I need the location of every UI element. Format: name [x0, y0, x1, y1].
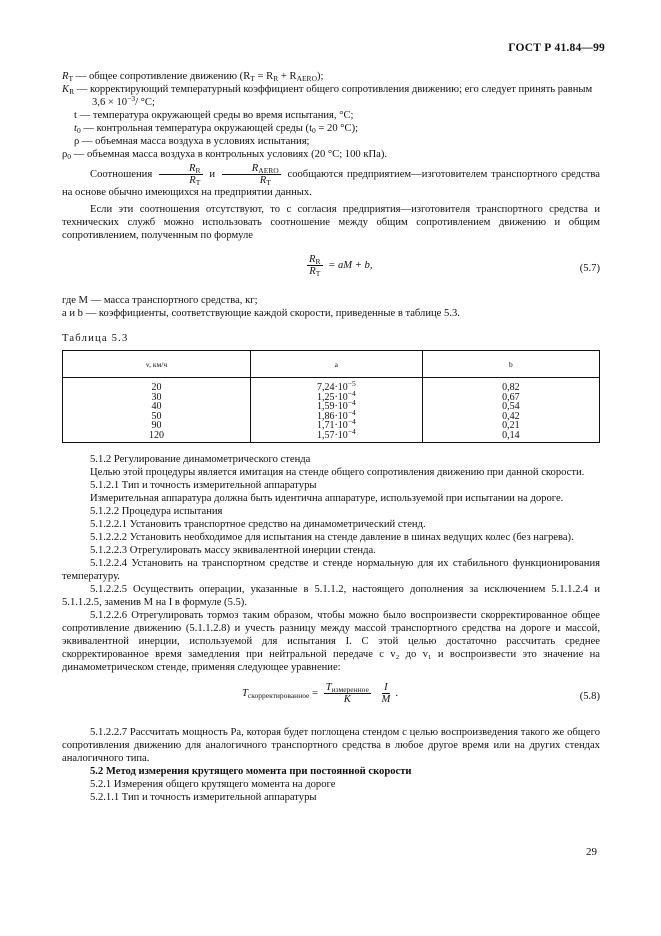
where-line-m: где M — масса транспортного средства, кг; [62, 295, 258, 306]
table-row: 120 $1,57\cdot 10^{-4}$ 0,14 [63, 431, 600, 443]
paragraph: Измерительная аппаратура должна быть идентична аппаратуре, используемой при испытании на дороге. [90, 493, 564, 504]
paragraph: 5.1.2.2.2 Установить необходимое для испытания на стенде давление в шинах ведущих колес (без нагрева). [90, 532, 574, 543]
formula-5-7: $\frac{R_R}{R_T}$ = aM + b, (5.7) [309, 254, 600, 278]
page-content [62, 70, 600, 804]
definition-rt: $R_T$ — общее сопротивление движению $(R_T = R_R + R_{AERO})$; [62, 71, 324, 83]
paragraph: 5.1.2.2.6 Отрегулировать тормоз таким образом, чтобы можно было воспроизвести скорректированное общее сопротивление движению (5.1.1.2.8) и учесть разницу между массой транспортного средства на дороге и массой, эквивалентной инерции, используемой для испытания I. С этой целью достаточно рассчитать среднее скорректированное время замедления при нейтральной передаче с v₂ до v₁ и воспроизвести это значение на динамометрическом стенде, применяя следующее уравнение: [62, 610, 600, 673]
paragraph: Целью этой процедуры является имитация на стенде общего сопротивления движению при данной скорости. [90, 467, 585, 478]
paragraph: 5.1.2.2.1 Установить транспортное средство на динамометрический стенд. [90, 519, 426, 530]
formula-5-8: $T_{скорректированное}$ = $\frac{T_{измеренное}}{K}$ $\frac{I}{M}$ . (5.8) [242, 682, 600, 705]
table-header-a: a [250, 351, 422, 378]
section-heading-5-2: 5.2 Метод измерения крутящего момента при постоянной скорости [90, 766, 412, 777]
table-row: 40 $1,59\cdot 10^{-4}$ 0,54 [63, 402, 600, 412]
table-row: 90 $1,71\cdot 10^{-4}$ 0,21 [63, 421, 600, 431]
paragraph: 5.1.2.2.5 Осуществить операции, указанные в 5.1.1.2, настоящего дополнения за исключением 5.1.1.2.4 и 5.1.1.2.5, заменив M на I в формуле (5.5). [62, 584, 600, 608]
table-header-v: v, км/ч [63, 351, 251, 378]
page-number: 29 [586, 846, 597, 858]
standard-header: ГОСТ Р 41.84—99 [508, 42, 605, 54]
ratio-fraction-rr-rt: $\frac{R_R}{R_T}$ [159, 163, 203, 186]
paragraph: 5.2.1 Измерения общего крутящего момента на дороге [90, 779, 336, 790]
paragraph: 5.1.2.1 Тип и точность измерительной аппаратуры [90, 480, 317, 491]
equation-number-5-7: (5.7) [579, 263, 600, 274]
paragraph: 5.2.1.1 Тип и точность измерительной аппаратуры [90, 792, 317, 803]
paragraph: 5.1.2.2.7 Рассчитать мощность Pa, которая будет поглощена стендом с целью воспроизведения такого же общего сопротивления движению для аналогичного транспортного средства в любое другое время или на других стендах аналогичного типа. [62, 727, 600, 764]
ratio-fraction-raero-rt: $\frac{R_{AERO}}{R_T}$ [222, 163, 281, 186]
paragraph: 5.1.2 Регулирование динамометрического стенда [90, 454, 311, 465]
definition-kr: $K_R$ — корректирующий температурный коэффициент общего сопротивления движению; его следует принять равным $3,6 \times 10^{-3}/$ °С; [62, 84, 593, 108]
definition-t: t — температура окружающей среды во время испытания, °С; [74, 110, 354, 121]
paragraph: 5.1.2.2.3 Отрегулировать массу эквивалентной инерции стенда. [90, 545, 376, 556]
where-line-ab: a и b — коэффициенты, соответствующие каждой скорости, приведенные в таблице 5.3. [62, 308, 460, 319]
paragraph: 5.1.2.2.4 Установить на транспортном средстве и стенде нормальную для их стабильного функционирования температуру. [62, 558, 600, 582]
paragraph-if-absent: Если эти соотношения отсутствуют, то с согласия предприятия—изготовителя транспортного средства и технических служб можно использовать соотношение между общим сопротивлением движению и общим сопротивлением, полученным по формуле [62, 204, 600, 241]
table-row: 20 $7,24\cdot 10^{-5}$ 0,82 [63, 378, 600, 393]
table-header-b: b [422, 351, 599, 378]
definition-rho: ρ — объемная масса воздуха в условиях испытания; [74, 136, 310, 147]
paragraph: 5.1.2.2 Процедура испытания [90, 506, 223, 517]
table-row: 30 $1,25\cdot 10^{-4}$ 0,67 [63, 393, 600, 403]
ratio-paragraph: Соотношения $\frac{R_R}{R_T}$ и $\frac{R_{AERO}}{R_T}$ сообщаются предприятием—изготовителем транспортного средства на основе обычно имеющихся на предприятии данных. [62, 163, 600, 198]
table-row: 50 $1,86\cdot 10^{-4}$ 0,42 [63, 412, 600, 422]
section-5-1-2 [62, 453, 600, 674]
coefficients-table [62, 350, 600, 443]
equation-number-5-8: (5.8) [579, 691, 600, 702]
definition-rho0: $\rho_0$ — объемная масса воздуха в контрольных условиях (20 °С; 100 кПа). [62, 149, 388, 161]
definition-t0: $t_0$ — контрольная температура окружающей среды ($t_0 = 20$ °С); [74, 123, 359, 135]
table-caption: Таблица 5.3 [62, 333, 129, 344]
